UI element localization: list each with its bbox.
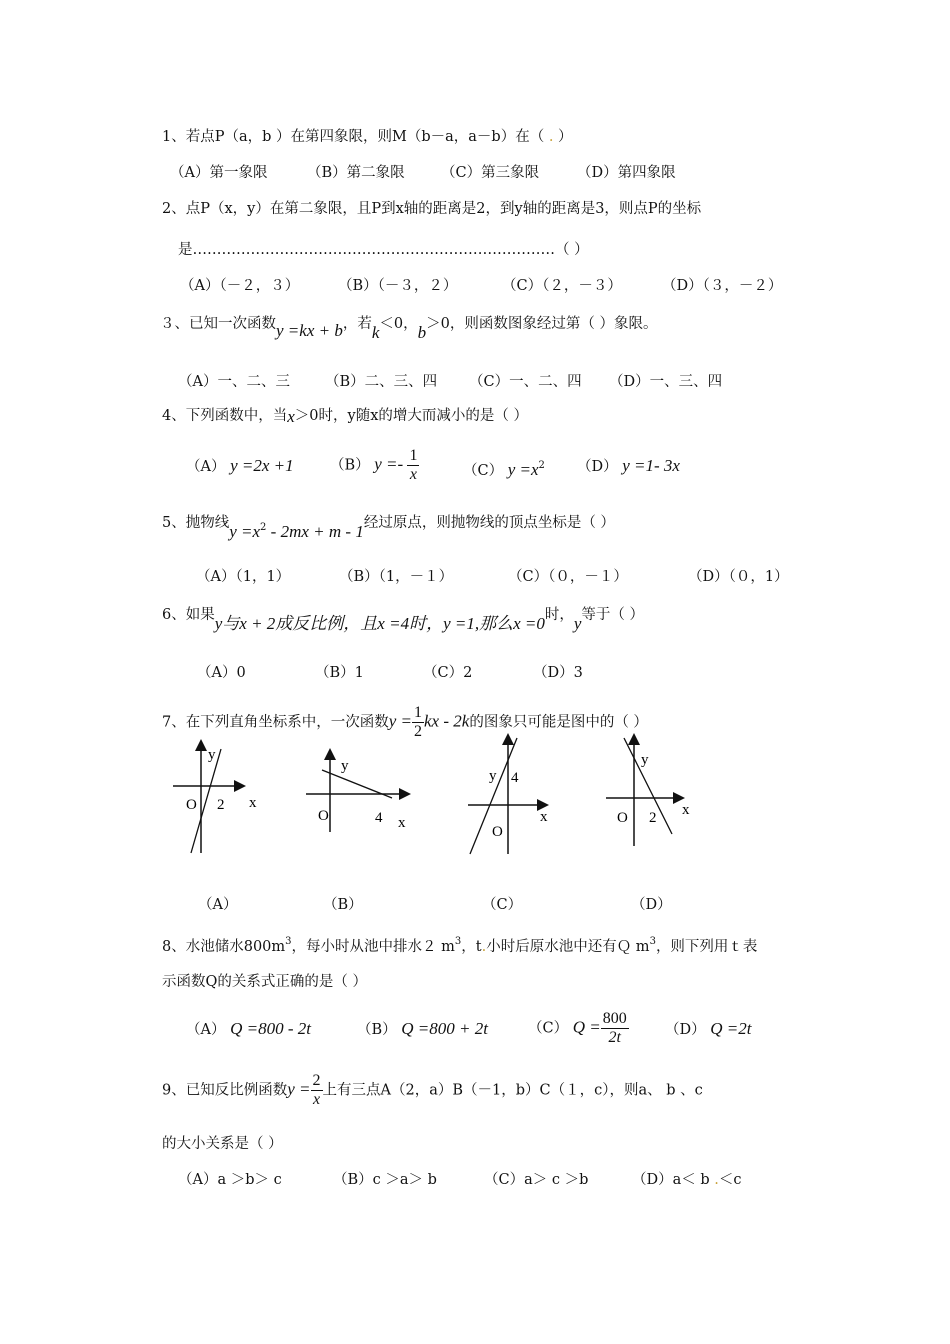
graph-c-intercept: 4	[511, 770, 519, 786]
q4-option-d[interactable]: （D） y =1- 3x	[577, 456, 680, 475]
q7-stem: 7、在下列直角坐标系中，一次函数y = $\frac{1}{2}$ kx - 2k的图象只可能是图中的（ ）	[162, 704, 648, 740]
q1-option-c[interactable]: （C）第三象限	[441, 165, 540, 181]
q2-option-a[interactable]: （A）（－２，３）	[180, 278, 300, 294]
q2-stem-line2: 是…………………………………………………………………（ ）	[178, 242, 589, 258]
q3-stem: ３、已知一次函数y =kx + b，若k＜0，b＞0，则函数图象经过第（ ）象限。	[160, 316, 658, 342]
q2-stem-line1: 2、点P（x，y）在第二象限，且P到x轴的距离是2，到y轴的距离是3，则点P的坐标	[162, 201, 702, 217]
q9-stem-line1: 9、已知反比例函数y = $\frac{2}{x}$ 上有三点A（2，a）B（－1，b）C（１，c），则a、 b 、c	[162, 1072, 703, 1108]
q7-option-b[interactable]: （B）	[323, 897, 363, 913]
q9-option-a[interactable]: （A）a ＞b＞ c	[178, 1172, 282, 1188]
q3-option-b[interactable]: （B）二、三、四	[325, 374, 438, 390]
q4-stem: 4、下列函数中，当x＞0时，y随x的增大而减小的是（ ）	[162, 407, 528, 426]
q1-option-b[interactable]: （B）第二象限	[307, 165, 405, 181]
q1-stem: 1、若点P（a，b ）在第四象限，则M（b－a，a－b）在（ . ）	[162, 129, 573, 145]
graph-c[interactable]	[460, 730, 560, 858]
graph-d-origin: O	[617, 810, 628, 826]
q5-stem: 5、抛物线$y =x_2 - 2mx + m - 1$经过原点，则抛物线的顶点坐标是（ ）	[162, 515, 615, 541]
q8-option-a[interactable]: （A） Q =800 - 2t	[186, 1019, 311, 1038]
q6-option-c[interactable]: （C）2	[423, 665, 473, 681]
dot-mark: .	[481, 939, 487, 955]
graph-b-y-label: y	[341, 758, 349, 774]
q4-option-a[interactable]: （A） y =2x +1	[186, 456, 294, 475]
graph-d[interactable]	[600, 732, 700, 848]
q8-option-d[interactable]: （D） Q =2t	[665, 1019, 752, 1038]
graph-b-x-label: x	[398, 815, 406, 831]
q3-option-c[interactable]: （C）一、二、四	[469, 374, 582, 390]
q6-stem: 6、如果y与x + 2成反比例，且x =4时，y =1,那么x =0时，y等于（ ）	[162, 607, 645, 633]
q2-option-b[interactable]: （B）（－３，２）	[338, 278, 458, 294]
q3-option-a[interactable]: （A）一、二、三	[178, 374, 290, 390]
graph-c-origin: O	[492, 824, 503, 840]
graph-b[interactable]	[300, 748, 418, 833]
graph-a-origin: O	[186, 797, 197, 813]
graph-a-intercept: 2	[217, 797, 225, 813]
graph-d-x-label: x	[682, 802, 690, 818]
graph-d-intercept: 2	[649, 810, 657, 826]
graph-a-y-label: y	[208, 747, 216, 763]
dot-mark: .	[714, 1172, 719, 1188]
q8-option-c[interactable]: （C） Q = $\frac{800}{2t}$	[528, 1010, 627, 1046]
q9-option-d[interactable]: （D）a＜ b .＜c	[632, 1172, 742, 1188]
q6-option-b[interactable]: （B）1	[315, 665, 364, 681]
graph-b-origin: O	[318, 808, 329, 824]
q9-option-c[interactable]: （C）a＞ c ＞b	[484, 1172, 589, 1188]
q4-option-c[interactable]: （C） $y =x^2$	[463, 460, 545, 479]
q1-option-d[interactable]: （D）第四象限	[577, 165, 676, 181]
graph-c-x-label: x	[540, 809, 548, 825]
q5-option-c[interactable]: （C）（０，－１）	[508, 569, 628, 585]
q8-stem-line2: 示函数Q的关系式正确的是（ ）	[162, 974, 367, 990]
q7-option-a[interactable]: （A）	[198, 897, 238, 913]
q5-option-b[interactable]: （B）（1，－１）	[339, 569, 454, 585]
q1-option-a[interactable]: （A）第一象限	[170, 165, 268, 181]
q3-option-d[interactable]: （D）一、三、四	[609, 374, 723, 390]
q2-option-d[interactable]: （D）（３，－２）	[662, 278, 783, 294]
q9-option-b[interactable]: （B）c ＞a＞ b	[333, 1172, 437, 1188]
q5-option-a[interactable]: （A）（1，1）	[196, 569, 291, 585]
q4-option-b[interactable]: （B） y =- $\frac{1}{x}$	[330, 447, 418, 483]
graph-d-y-label: y	[641, 752, 649, 768]
q7-option-d[interactable]: （D）	[631, 897, 672, 913]
graph-c-y-label: y	[489, 768, 497, 784]
q7-option-c[interactable]: （C）	[482, 897, 523, 913]
dot-mark: .	[548, 129, 554, 145]
q6-option-a[interactable]: （A）0	[197, 665, 246, 681]
graph-a-x-label: x	[249, 795, 257, 811]
q2-option-c[interactable]: （C）（２，－３）	[502, 278, 622, 294]
q8-option-b[interactable]: （B） Q =800 + 2t	[357, 1019, 488, 1038]
q9-stem-line2: 的大小关系是（ ）	[162, 1136, 283, 1152]
q8-stem-line1: 8、水池储水$800m^3$，每小时从池中排水２ $m^3$，t.小时后原水池中还有Ｑ $m^3$，则下列用ｔ表	[162, 936, 758, 955]
q6-option-d[interactable]: （D）3	[533, 665, 583, 681]
graph-a[interactable]	[165, 737, 275, 862]
graph-b-intercept: 4	[375, 810, 383, 826]
q5-option-d[interactable]: （D）（０，1）	[688, 569, 789, 585]
